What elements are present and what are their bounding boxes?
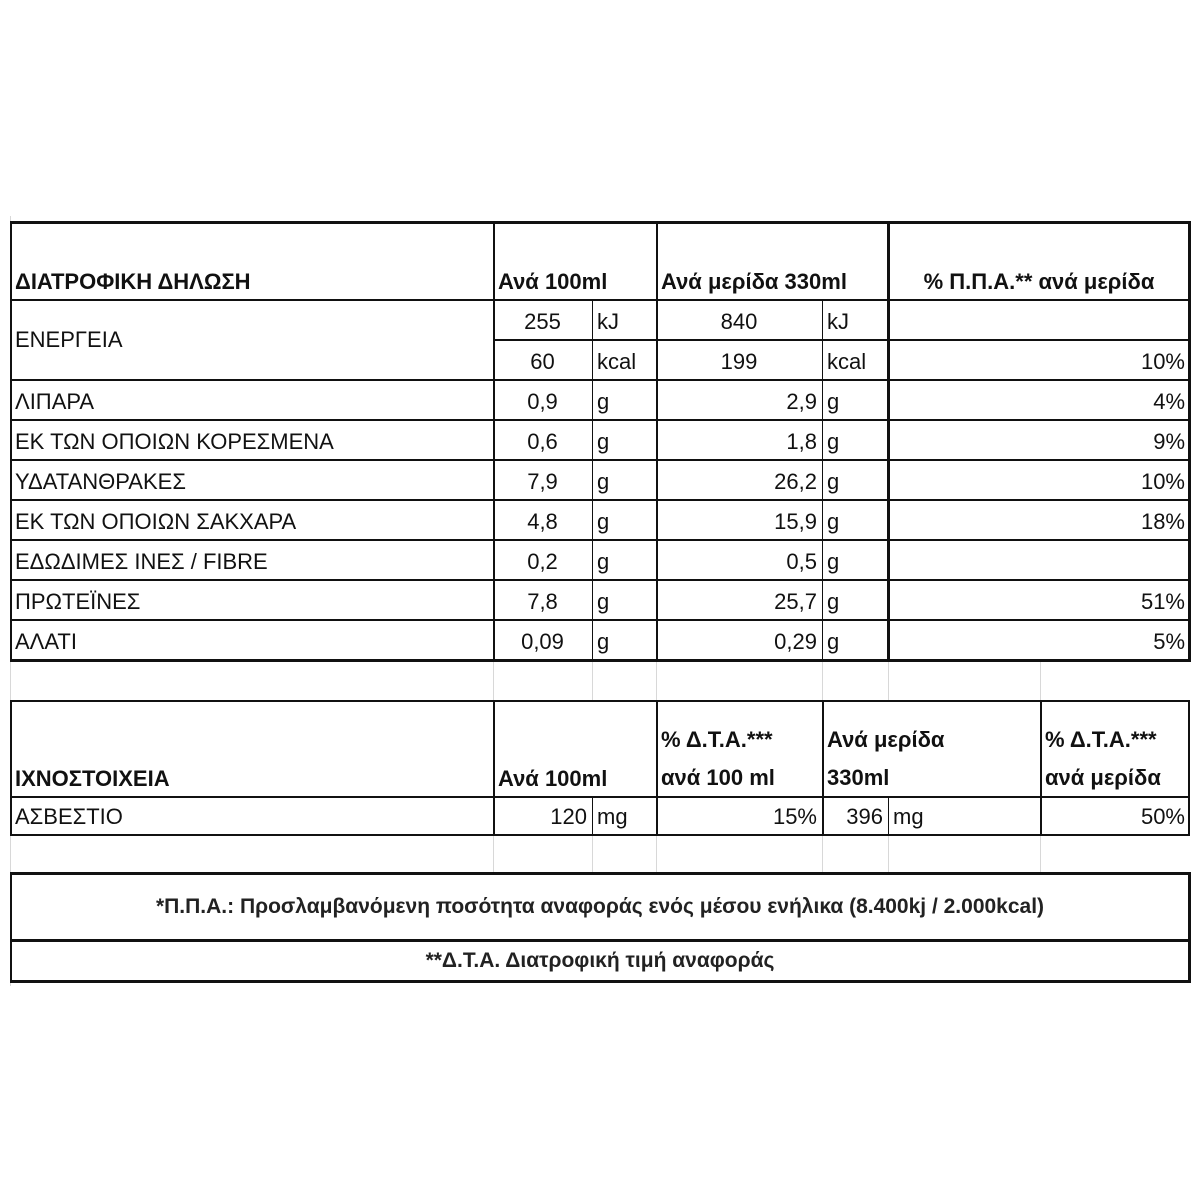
row-per100: 0,6 [527, 429, 558, 454]
row-unit: g [597, 549, 610, 574]
row-unit2: g [827, 549, 840, 574]
row-per100: 0,09 [521, 629, 564, 654]
row-unit2: g [827, 589, 840, 614]
row-pct: 18% [1140, 509, 1185, 534]
row-pct: 4% [1153, 389, 1185, 414]
row-unit: g [597, 589, 610, 614]
grid-line [592, 836, 593, 873]
row-per100: 7,8 [527, 589, 558, 614]
calcium-serving: 396 [846, 804, 883, 829]
minerals-header-pct100 [656, 700, 822, 797]
grid-line [1040, 661, 1041, 701]
minerals-header-serving [822, 700, 1040, 797]
energy-kcal-serving: 199 [720, 349, 758, 374]
row-per100: 4,8 [527, 509, 558, 534]
energy-label: ΕΝΕΡΓΕΙΑ [15, 327, 123, 352]
minerals-header-title: ΙΧΝΟΣΤΟΙΧΕΙΑ [15, 766, 170, 791]
row-pct: 51% [1140, 589, 1185, 614]
grid-line [1040, 836, 1041, 873]
header-line: 330ml [827, 765, 890, 790]
calcium-label: ΑΣΒΕΣΤΙΟ [15, 804, 123, 829]
grid-line [822, 836, 823, 873]
row-per100: 0,2 [527, 549, 558, 574]
row-serving: 0,29 [774, 629, 817, 654]
row-unit: g [597, 509, 610, 534]
calcium-pct100: 15% [772, 804, 817, 829]
row-unit: g [597, 389, 610, 414]
header-line: Ανά μερίδα [827, 727, 945, 752]
energy-kcal-unit2: kcal [827, 349, 867, 374]
grid-line [592, 661, 593, 701]
header-line: ανά 100 ml [661, 765, 775, 790]
minerals-header-pct-serving [1040, 700, 1190, 797]
calcium-unit2: mg [893, 804, 924, 829]
minerals-header-per100: Ανά 100ml [498, 766, 608, 791]
row-pct: 10% [1140, 469, 1185, 494]
row-label: ΕΔΩΔΙΜΕΣ ΙΝΕΣ / FIBRE [15, 549, 268, 574]
footnote-ppa: *Π.Π.Α.: Προσλαμβανόμενη ποσότητα αναφοράς ενός μέσου ενήλικα (8.400kj / 2.000kcal) [155, 895, 1045, 918]
row-pct [888, 540, 1190, 580]
energy-kj-serving: 840 [720, 309, 758, 334]
header-pct-ri: % Π.Π.Α.** ανά μερίδα [923, 269, 1155, 294]
grid-line [822, 661, 823, 701]
footnote-dta: **Δ.Τ.Α. Διατροφική τιμή αναφοράς [425, 949, 775, 972]
header-title: ΔΙΑΤΡΟΦΙΚΗ ΔΗΛΩΣΗ [15, 269, 251, 294]
row-label: ΕΚ ΤΩΝ ΟΠΟΙΩΝ ΣΑΚΧΑΡΑ [15, 509, 297, 534]
row-unit: g [597, 629, 610, 654]
energy-kcal-per100: 60 [530, 349, 555, 374]
energy-kj-per100: 255 [524, 309, 561, 334]
header-per-100ml: Ανά 100ml [498, 269, 608, 294]
energy-kj-pct [888, 300, 1190, 340]
calcium-pct-serving: 50% [1140, 804, 1185, 829]
grid-line [888, 836, 889, 873]
row-label: ΛΙΠΑΡΑ [15, 389, 95, 414]
energy-kj-unit: kJ [597, 309, 619, 334]
table-border [10, 980, 1191, 983]
header-line: ανά μερίδα [1045, 765, 1161, 790]
row-label: ΑΛΑΤΙ [15, 629, 77, 654]
row-serving: 15,9 [774, 509, 817, 534]
row-unit2: g [827, 629, 840, 654]
calcium-unit: mg [597, 804, 628, 829]
row-serving: 0,5 [786, 549, 817, 574]
row-unit2: g [827, 509, 840, 534]
row-pct: 5% [1153, 629, 1185, 654]
grid-line [656, 661, 657, 701]
row-serving: 1,8 [786, 429, 817, 454]
row-unit2: g [827, 429, 840, 454]
header-line: % Δ.Τ.Α.*** [661, 727, 773, 752]
header-line: % Δ.Τ.Α.*** [1045, 727, 1157, 752]
row-serving: 26,2 [774, 469, 817, 494]
energy-kcal-unit: kcal [597, 349, 637, 374]
row-serving: 25,7 [774, 589, 817, 614]
row-pct: 9% [1153, 429, 1185, 454]
row-label: ΕΚ ΤΩΝ ΟΠΟΙΩΝ ΚΟΡΕΣΜΕΝΑ [15, 429, 334, 454]
energy-kj-unit2: kJ [827, 309, 849, 334]
row-per100: 7,9 [527, 469, 558, 494]
row-label: ΠΡΩΤΕΪΝΕΣ [15, 589, 141, 614]
grid-line [493, 836, 494, 873]
grid-line [493, 661, 494, 701]
row-border [10, 379, 1190, 381]
grid-line [888, 661, 889, 701]
row-unit2: g [827, 389, 840, 414]
grid-line [656, 836, 657, 873]
row-unit: g [597, 429, 610, 454]
header-per-serving: Ανά μερίδα 330ml [661, 269, 847, 294]
row-serving: 2,9 [786, 389, 817, 414]
row-label: ΥΔΑΤΑΝΘΡΑΚΕΣ [15, 469, 186, 494]
energy-kcal-pct: 10% [1140, 349, 1185, 374]
row-unit: g [597, 469, 610, 494]
row-per100: 0,9 [527, 389, 558, 414]
row-unit2: g [827, 469, 840, 494]
calcium-per100: 120 [550, 804, 587, 829]
